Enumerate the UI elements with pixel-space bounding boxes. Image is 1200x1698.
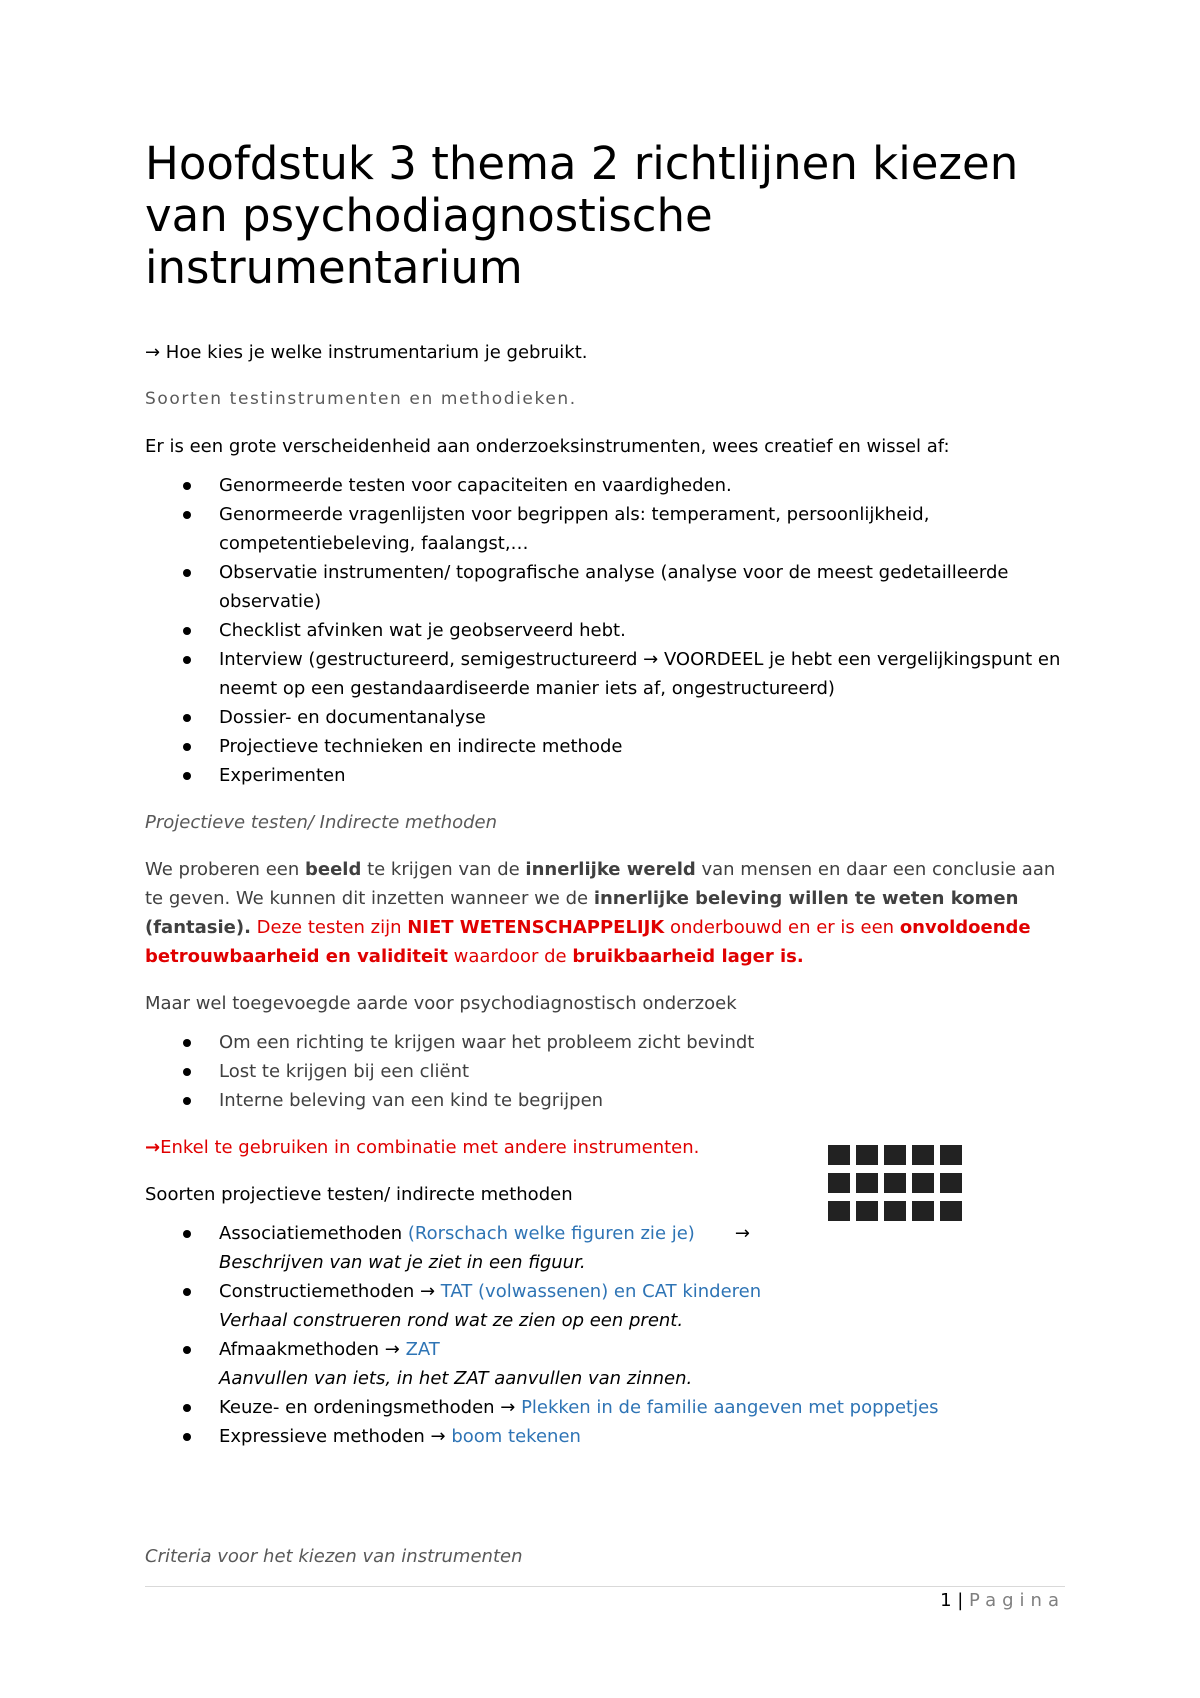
bullet-icon [183, 656, 191, 664]
section-heading-projective: Projectieve testen/ Indirecte methoden [145, 812, 498, 833]
list-item: Afmaakmethoden → ZAT Aanvullen van iets, in het ZAT aanvullen van zinnen. [145, 1335, 1065, 1393]
list-item: Keuze- en ordeningsmethoden → Plekken in de familie aangeven met poppetjes [145, 1393, 1065, 1422]
rorschach-inkblot-image [828, 1145, 968, 1241]
list-item: Experimenten [145, 761, 1065, 790]
bullet-icon [183, 743, 191, 751]
title-line-2: van psychodiagnostische instrumentarium [145, 189, 713, 294]
bullet-icon [183, 627, 191, 635]
list-item: Associatiemethoden (Rorschach welke figuren zie je) → Beschrijven van wat je ziet in een figuur. [145, 1219, 1065, 1277]
page-title [145, 138, 1065, 294]
bullet-icon [183, 569, 191, 577]
bullet-icon [183, 1097, 191, 1105]
bullet-icon [183, 1068, 191, 1076]
title-line-1: Hoofdstuk 3 thema 2 richtlijnen kiezen [145, 137, 1019, 190]
bullet-icon [183, 1230, 191, 1238]
list-item: Projectieve technieken en indirecte methode [145, 732, 1065, 761]
bullet-icon [183, 1346, 191, 1354]
criteria-heading: Criteria voor het kiezen van instrumenten [145, 1546, 523, 1567]
bullet-icon [183, 714, 191, 722]
bullet-icon [183, 1288, 191, 1296]
added-value-line: Maar wel toegevoegde aarde voor psychodiagnostisch onderzoek [145, 993, 737, 1014]
list-item: Interview (gestructureerd, semigestructureerd → VOORDEEL je hebt een vergelijkingspunt en neemt op een gestandaardiseerde manier iets af, ongestructureerd) [145, 645, 1065, 703]
list-item: Dossier- en documentanalyse [145, 703, 1065, 732]
page-number: 1 [940, 1590, 952, 1611]
page-label: Pagina [969, 1590, 1065, 1611]
projective-paragraph: We proberen een beeld te krijgen van de innerlijke wereld van mensen en daar een conclusie aan te geven. We kunnen dit inzetten wanneer we de innerlijke beleving willen te weten komen (fantasie). Deze testen zijn NIET WETENSCHAPPELIJK onderbouwd en er is een onvoldoende betrouwbaarheid en validiteit waardoor de bruikbaarheid lager is. [145, 859, 1056, 967]
list-item: Lost te krijgen bij een cliënt [145, 1057, 1065, 1086]
list-item: Om een richting te krijgen waar het probleem zicht bevindt [145, 1028, 1065, 1057]
bullet-icon [183, 1039, 191, 1047]
list-item: Genormeerde vragenlijsten voor begrippen als: temperament, persoonlijkheid, competentiebeleving, faalangst,… [145, 500, 1065, 558]
section-heading-types: Soorten projectieve testen/ indirecte methoden [145, 1184, 573, 1205]
conclusion-line: →Enkel te gebruiken in combinatie met andere instrumenten. [145, 1137, 700, 1158]
page-footer: 1 | Pagina [940, 1590, 1065, 1611]
bullet-icon [183, 511, 191, 519]
footer-divider [145, 1586, 1065, 1587]
bullet-icon [183, 1433, 191, 1441]
list-item: Constructiemethoden → TAT (volwassenen) en CAT kinderen Verhaal construeren rond wat ze zien op een prent. [145, 1277, 1065, 1335]
section-heading-instruments: Soorten testinstrumenten en methodieken. [145, 389, 577, 409]
instrument-list [145, 471, 1065, 790]
list-item: Checklist afvinken wat je geobserveerd hebt. [145, 616, 1065, 645]
section-intro: Er is een grote verscheidenheid aan onderzoeksinstrumenten, wees creatief en wissel af: [145, 436, 950, 457]
list-item: Expressieve methoden → boom tekenen [145, 1422, 1065, 1451]
list-item: Interne beleving van een kind te begrijpen [145, 1086, 1065, 1115]
arrow-right-icon: → [145, 1137, 161, 1158]
added-value-list [145, 1028, 1065, 1115]
page-content [145, 138, 1065, 1451]
bullet-icon [183, 482, 191, 490]
bullet-icon [183, 1404, 191, 1412]
bullet-icon [183, 772, 191, 780]
intro-line: → Hoe kies je welke instrumentarium je gebruikt. [145, 342, 588, 363]
projective-types-list [145, 1219, 1065, 1451]
list-item: Genormeerde testen voor capaciteiten en vaardigheden. [145, 471, 1065, 500]
list-item: Observatie instrumenten/ topografische analyse (analyse voor de meest gedetailleerde observatie) [145, 558, 1065, 616]
